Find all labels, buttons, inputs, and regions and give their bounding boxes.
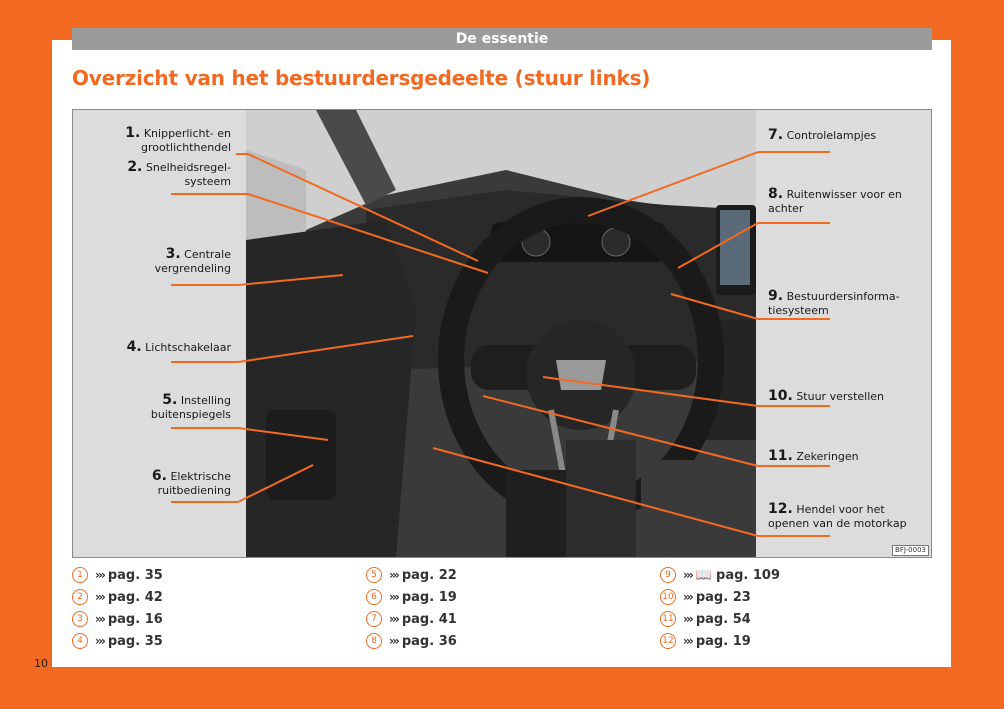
ref-7[interactable]: 7 ››› pag. 41 bbox=[366, 610, 457, 628]
callout-10: 10. Stuur verstellen bbox=[768, 388, 885, 404]
callout-12: 12. Hendel voor het openen van de motorkap bbox=[768, 501, 907, 530]
callout-3: 3. Centrale vergrendeling bbox=[154, 246, 231, 275]
ref-2[interactable]: 2 ››› pag. 42 bbox=[72, 588, 163, 606]
ref-5[interactable]: 5 ››› pag. 22 bbox=[366, 566, 457, 584]
cockpit-figure bbox=[72, 109, 932, 558]
ref-11[interactable]: 11 ››› pag. 54 bbox=[660, 610, 751, 628]
ref-9[interactable]: 9 ››› 📖 pag. 109 bbox=[660, 566, 780, 584]
ref-3[interactable]: 3 ››› pag. 16 bbox=[72, 610, 163, 628]
callout-7: 7. Controlelampjes bbox=[768, 127, 877, 143]
callout-8: 8. Ruitenwisser voor en achter bbox=[768, 186, 902, 215]
page-number: 10 bbox=[34, 657, 48, 670]
callout-4: 4. Lichtschakelaar bbox=[126, 339, 231, 355]
callout-5: 5. Instelling buitenspiegels bbox=[150, 392, 231, 421]
ref-8[interactable]: 8 ››› pag. 36 bbox=[366, 632, 457, 650]
ref-6[interactable]: 6 ››› pag. 19 bbox=[366, 588, 457, 606]
ref-1[interactable]: 1 ››› pag. 35 bbox=[72, 566, 163, 584]
callout-11: 11. Zekeringen bbox=[768, 448, 859, 464]
figure-id: BFJ-0003 bbox=[892, 545, 929, 556]
callout-9: 9. Bestuurdersinforma- tiesysteem bbox=[768, 288, 900, 317]
ref-4[interactable]: 4 ››› pag. 35 bbox=[72, 632, 163, 650]
callout-2: 2. Snelheidsregel- systeem bbox=[127, 159, 231, 188]
reference-list bbox=[72, 566, 932, 656]
callout-6: 6. Elektrische ruitbediening bbox=[151, 468, 231, 497]
callout-1: 1. Knipperlicht- en grootlichthendel bbox=[125, 125, 231, 154]
book-icon: 📖 bbox=[695, 567, 713, 583]
ref-12[interactable]: 12 ››› pag. 19 bbox=[660, 632, 751, 650]
section-header: De essentie bbox=[72, 28, 932, 50]
page-title: Overzicht van het bestuurdersgedeelte (stuur links) bbox=[72, 66, 651, 90]
ref-10[interactable]: 10 ››› pag. 23 bbox=[660, 588, 751, 606]
